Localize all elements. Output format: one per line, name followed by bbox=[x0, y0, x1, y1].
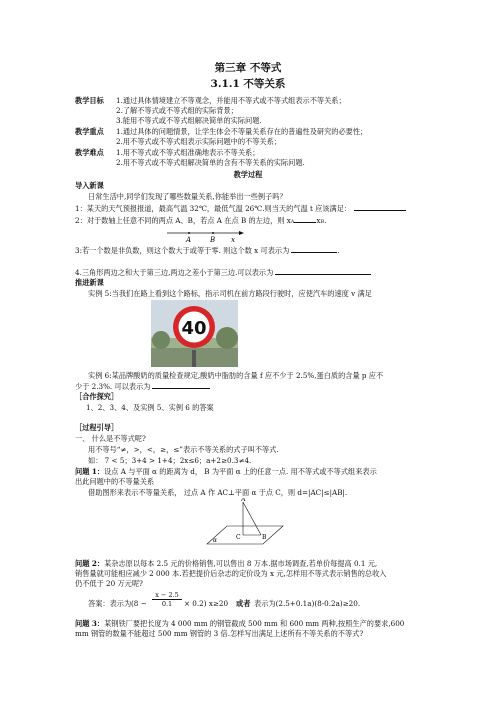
intro-lead: 日常生活中,同学们发现了哪些数量关系,你能举出一些例子吗？ bbox=[88, 192, 287, 201]
diagram-label-a: A bbox=[241, 498, 246, 503]
new-lesson-heading: 推进新课 bbox=[75, 278, 104, 287]
problem-1-text: 设点 A 与平面 α 的距离为 d， B 为平面 α 上的任意一点. 用不等式或不等式组来表示 bbox=[104, 467, 377, 476]
cooperation-line: 1、2、3、4、及实例 5、实例 6 的答案 bbox=[86, 403, 214, 412]
answer-alternative: 表示为(2.5+0.1a)(8-0.2a)≥20. bbox=[254, 599, 361, 608]
example-5: 实例 5:当我们在路上看到这个路标，指示司机在前方路段行驶时，应使汽车的速度 v 满足 bbox=[88, 289, 372, 298]
fraction-denominator: 0.1 bbox=[152, 599, 182, 608]
intro-q3-text: 3:若一个数是非负数，则这个数大于或等于零. 则这个数 x 可表示为 bbox=[75, 246, 290, 255]
problem-1 bbox=[75, 467, 377, 476]
fraction-numerator: x − 2.5 bbox=[155, 591, 179, 599]
inequality-definition: 用不等号“≠，>，<，≥，≤”表示不等关系的式子叫不等式. bbox=[88, 445, 279, 454]
intro-q2-text-b: x bbox=[316, 216, 321, 225]
problem-3-line2: mm 钢管的数量不能超过 500 mm 钢管的 3 倍.怎样写出满足上述所有不等关系的不等式? bbox=[75, 629, 364, 638]
section-title: 3.1.1 不等关系 bbox=[210, 78, 286, 90]
guidance-question: 一、 什么是不等式呢? bbox=[75, 434, 146, 443]
problem-3 bbox=[75, 619, 404, 628]
number-line bbox=[165, 230, 245, 244]
problem-2-text: 某杂志原以每本 2.5 元的价格销售,可以售出 8 万本.据市场调查,若单价每提高 0.1 元, bbox=[104, 559, 378, 568]
speed-limit-sign-image bbox=[151, 300, 238, 367]
diagram-label-c: C bbox=[236, 534, 241, 541]
problem-1-line2: 出此问题中的不等量关系 bbox=[75, 477, 155, 486]
key-point-item: 2.用不等式或不等式组表示实际问题中的不等关系； bbox=[116, 137, 281, 146]
process-title: 教学过程 bbox=[233, 170, 263, 179]
inequality-examples: 如： 7 < 5；3+4 > 1+4；2x≤6；a+2≥0.3≠4. bbox=[88, 456, 252, 465]
answer-formula-right: × 0.2) x≥20 bbox=[184, 599, 229, 608]
difficulty-item: 2.用不等式或不等式组解决简单的含有不等关系的实际问题. bbox=[116, 158, 305, 167]
difficulty-item: 1.用不等式或不等式组准确地表示不等关系； bbox=[116, 148, 260, 157]
answer-blank bbox=[275, 267, 371, 275]
intro-q1-text: 1：某天的天气预报报道，最高气温 32℃，最低气温 26℃.则当天的气温 t 应该满足： bbox=[75, 204, 352, 213]
problem-2-line2: 销售量就可能相应减少 2 000 本.若把提价后杂志的定价设为 x 元,怎样用不等式表示销售的总收入 bbox=[75, 569, 387, 578]
numline-label-x: x bbox=[231, 236, 235, 244]
intro-q3: 3:若一个数是非负数，则这个数大于或等于零. 则这个数 x 可表示为 . bbox=[75, 246, 340, 255]
goal-item: 2.了解不等式或不等式组的实际背景； bbox=[116, 106, 238, 115]
intro-q4 bbox=[75, 267, 371, 277]
key-point-item: 1.通过具体的问题情景，让学生体会不等量关系存在的普遍性及研究的必要性； bbox=[116, 127, 368, 136]
guidance-heading: ［过程引导］ bbox=[75, 423, 119, 432]
numline-label-a: A bbox=[186, 236, 192, 244]
goal-item: 1.通过具体情境建立不等观念，并能用不等式或不等式组表示不等关系； bbox=[116, 96, 346, 105]
intro-q2: 2：对于数轴上任意不同的两点 A、B，若点 A 在点 B 的左边，则 xA xB. bbox=[75, 216, 327, 225]
problem-1-label: 问题 1： bbox=[75, 467, 105, 476]
answer-label: 答案：表示为 bbox=[88, 599, 132, 608]
example-6-line2 bbox=[75, 381, 210, 391]
cooperation-heading: ［合作探究］ bbox=[75, 392, 119, 401]
answer-formula-left: (8 − bbox=[131, 599, 147, 608]
difficulties-label: 教学难点 bbox=[75, 148, 104, 157]
intro-q4-text: 4.三角形两边之和大于第三边,两边之差小于第三边.可以表示为 bbox=[75, 268, 274, 277]
diagram-label-alpha: α bbox=[213, 537, 218, 544]
problem-2 bbox=[75, 559, 377, 568]
numline-label-b: B bbox=[210, 236, 216, 244]
chapter-title: 第三章 不等式 bbox=[214, 62, 282, 74]
goal-item: 3.能用不等式或不等式组解决简单的实际问题. bbox=[116, 116, 262, 125]
problem-2-line3: 仍不低于 20 万元呢? bbox=[75, 579, 143, 588]
answer-blank bbox=[152, 381, 210, 389]
problem-3-label: 问题 3： bbox=[75, 619, 105, 628]
goals-label: 教学目标 bbox=[75, 96, 104, 105]
key-points-label: 教学重点 bbox=[75, 127, 104, 136]
diagram-label-b: B bbox=[262, 534, 267, 541]
answer-fraction bbox=[152, 591, 182, 608]
problem-3-text: 某钢铁厂要把长度为 4 000 mm 的钢管截成 500 mm 和 600 mm 两种,按照生产的要求,600 bbox=[104, 619, 405, 628]
problem-1-line3: 借助图形来表示不等量关系， 过点 A 作 AC⊥平面 α 于点 C，则 d=|AC|≤|AB|. bbox=[88, 488, 348, 497]
answer-or: 或者 bbox=[236, 599, 251, 608]
speed-limit-photo bbox=[151, 300, 238, 367]
perpendicular-plane-diagram bbox=[205, 498, 285, 550]
intro-q2-text: 2：对于数轴上任意不同的两点 A、B，若点 A 在点 B 的左边，则 x bbox=[75, 216, 291, 225]
answer-blank bbox=[291, 245, 337, 253]
example-6-line2-text: 少于 2.3%. 可以表示为 bbox=[75, 382, 151, 391]
answer-blank bbox=[294, 215, 316, 223]
speed-limit-value: 40 bbox=[181, 318, 207, 339]
intro-q1 bbox=[75, 203, 406, 213]
example-6-line1: 实例 6:某品牌酸奶的质量检查规定,酸奶中脂肪的含量 f 应不少于 2.5%,蛋白质的含量 p 应不 bbox=[88, 371, 384, 380]
answer-blank bbox=[354, 203, 406, 211]
problem-2-label: 问题 2： bbox=[75, 559, 105, 568]
intro-heading: 导入新课 bbox=[75, 181, 104, 190]
